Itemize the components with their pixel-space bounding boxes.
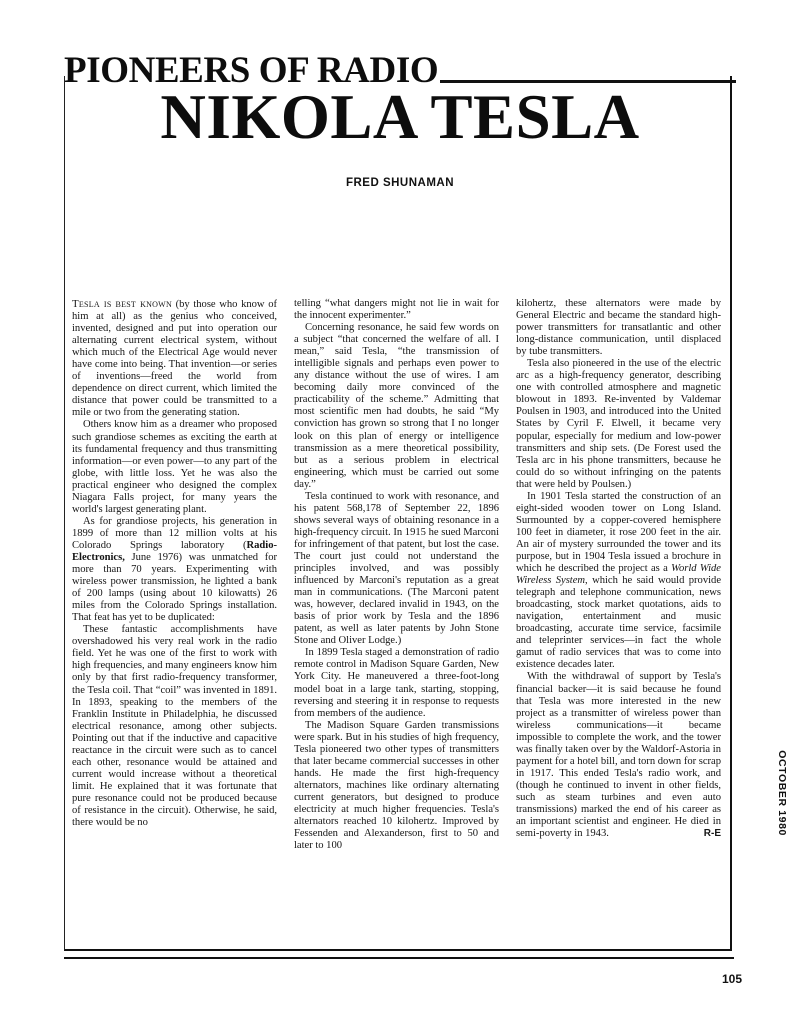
paragraph: The Madison Square Garden transmissions were spark. But in his studies of high frequency, Tesla pioneered two other types of transmitters that later became commercial successes in other hands. He made the first high-frequency alternators, machines like ordinary alternating current generators, but designed to produce electricity at much higher frequencies. Tesla's alternators reached 10 kilohertz. Improved by Fessenden and Alexanderson, first to 50 and later to 100 [294, 719, 499, 852]
paragraph-text: In 1901 Tesla started the construction of an eight-sided wooden tower on Long Island. Surmounted by a copper-covered hemisphere 100 feet in diameter, it rose 200 feet in the air. An air of mystery surrounded the tower and its purpose, but in 1904 Tesla issued a brochure in which he described the project as a [516, 490, 721, 575]
paragraph [72, 298, 277, 419]
text-column-1 [72, 298, 277, 944]
paragraph: In 1899 Tesla staged a demonstration of radio remote control in Madison Square Garden, New York City. He maneuvered a three-foot-long model boat in a large tank, starting, stopping, reversing and steering it in response to requests from members of the audience. [294, 647, 499, 719]
section-kicker: PIONEERS OF RADIO [64, 49, 439, 91]
page-bottom-rule [64, 957, 734, 959]
paragraph-text: , which he said would provide telegraph and telephone communication, news broadcasting, stock market quotations, aids to navigation, entertainment and music broadcasting, accurate time service, facsimile and teleprinter services—in fact the whole gamut of radio services that was to come into existence decades later. [516, 575, 721, 671]
paragraph [516, 491, 721, 672]
issue-date-vertical: OCTOBER 1980 [776, 750, 788, 836]
article-body-columns [72, 298, 722, 944]
paragraph: kilohertz, these alternators were made by General Electric and became the standard high-power transmitters for transatlantic and other long-distance communication, until displaced by tube transmitters. [516, 298, 721, 358]
paragraph-text: June 1976) was unmatched for more than 70 years. Experimenting with wireless power transmission, he lighted a bank of 200 lamps (using about 10 kilowatts) 26 miles from the Colorado Springs installation. That feat has yet to be duplicated: [72, 551, 277, 624]
paragraph: Others know him as a dreamer who proposed such grandiose schemes as exciting the earth at its fundamental frequency and thus transmitting information—or even power—to any part of the globe, with little loss. Yet he was also the practical engineer who designed the complex Niagara Falls project, for many years the world's largest generating plant. [72, 419, 277, 515]
paragraph: telling “what dangers might not lie in wait for the innocent experimenter.” [294, 298, 499, 322]
paragraph: Tesla also pioneered in the use of the electric arc as a high-frequency generator, describing one with controlled atmosphere and magnetic blowout in 1893. Re-invented by Valdemar Poulsen in 1903, and introduced into the United States by Cyril F. Elwell, it became very popular, especially for medium and low-power transmitters and ship sets. (De Forest used the Tesla arc in his phone transmitters, because he could do so without infringing on the patents that were held by Poulsen.) [516, 358, 721, 490]
paragraph-text: As for grandiose projects, his generation in 1899 of more than 12 million volts at his Colorado Springs laboratory ( [72, 515, 277, 551]
end-mark: R-E [703, 828, 721, 840]
article-masthead [0, 82, 800, 189]
article-byline: FRED SHUNAMAN [345, 177, 455, 189]
page-number: 105 [721, 972, 742, 986]
lead-in-smallcaps: Tesla is best known [72, 298, 172, 310]
article-title: NIKOLA TESLA [160, 82, 640, 152]
magazine-reference: Radio-Electronics, [72, 539, 277, 563]
paragraph: Tesla continued to work with resonance, and his patent 568,178 of September 22, 1896 shows several ways of obtaining resonance in a high-frequency circuit. In 1915 he sued Marconi for infringement of that patent, but lost the case. The court just could not understand the principles involved, and was possibly influenced by Marconi's reputation as a great man in communications. (The Marconi patent was, however, declared invalid in 1943, on the basis of prior work by Tesla and the 1896 patent, as well as later patents by John Stone Stone and Oliver Lodge.) [294, 490, 499, 647]
paragraph-text: (by those who know of him at all) as the genius who conceived, invented, designed and put into operation our alternating current electrical system, without which much of the Electrical Age would never have come into being. That invention—or series of inventions—freed the world from dependence on direct current, which limited the distance that power could be transmitted to a mile or two from the generating station. [72, 299, 277, 419]
paragraph [516, 671, 721, 840]
paragraph: Concerning resonance, he said few words on a subject “that concerned the welfare of all. I mean,” said Tesla, “the transmission of intelligible signals and perhaps even power to any distance without the use of wires. I am becoming daily more convinced of the practicability of the scheme.” Admitting that most scientific men had doubts, he said “My conviction has grown so strong that I no longer look on this plan of energy or intelligence transmission as a mere theoretical possibility, but as a serious problem in electrical engineering, which must be carried out some day.” [294, 322, 499, 490]
text-column-3 [516, 298, 721, 944]
system-name-italic: World Wide Wireless System [516, 563, 721, 587]
paragraph [72, 516, 277, 624]
text-column-2 [294, 298, 499, 944]
paragraph-text: With the withdrawal of support by Tesla's financial backer—it is said because he found that Tesla was more interested in the new project as a transmitter of wireless power than wireless communications—it became impossible to complete the work, and the tower was finally taken over by the Waldorf-Astoria in payment for a hotel bill, and torn down for scrap in 1917. This ended Tesla's radio work, and (though he continued to invent in other fields, such as steam turbines and even auto transmissions) marked the end of his career as an important scientist and engineer. He died in semi-poverty in 1943. [516, 671, 721, 840]
paragraph: These fantastic accomplishments have overshadowed his very real work in the radio field. Yet he was one of the first to work with high frequencies, and many engineers know him only by that first radio-frequency transformer, the Tesla coil. That “coil” was invented in 1891. In 1893, speaking to the members of the Franklin Institute in Philadelphia, he discussed electrical resonance, among other subjects. Pointing out that if the inductive and capacitive reactance in the circuit were such as to cancel each other, resonance would be attained and current would increase without a theoretical limit. He explained that it was fortunate that pure resonance could not be produced because of resistance in the circuit). Otherwise, he said, there would be no [72, 624, 277, 829]
